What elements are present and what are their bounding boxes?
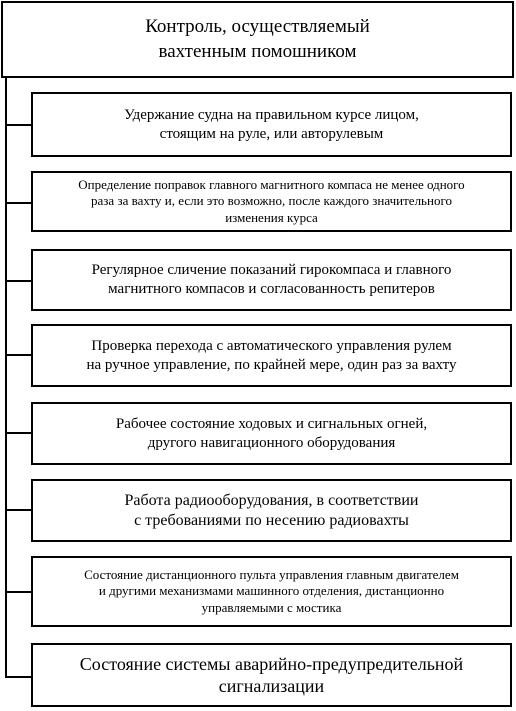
item-label: Удержание судна на правильном курсе лицом, стоящим на руле, или авторулевым — [124, 106, 419, 142]
item-label: Рабочее состояние ходовых и сигнальных огней, другого навигационного оборудования — [115, 415, 428, 451]
control-item-gyrocompass-comparison — [31, 249, 512, 311]
connector-branch-7 — [5, 591, 31, 593]
control-item-course-keeping — [31, 92, 512, 157]
connector-branch-4 — [5, 354, 31, 356]
control-item-steering-changeover — [31, 324, 512, 387]
item-label: Работа радиооборудования, в соответствии с требованиями по несению радиовахты — [124, 491, 419, 529]
item-label: Определение поправок главного магнитного компаса не менее одного раза за вахту и, если это возможно, после каждого значительного изменения курса — [78, 177, 465, 225]
control-item-alarm-system — [31, 643, 512, 707]
connector-branch-5 — [5, 432, 31, 434]
connector-branch-3 — [5, 280, 31, 282]
control-item-compass-corrections — [31, 171, 512, 232]
connector-trunk — [5, 78, 7, 678]
header-title: Контроль, осуществляемый вахтенным помошником — [145, 15, 370, 62]
control-item-navigation-lights — [31, 402, 512, 465]
connector-branch-2 — [5, 202, 31, 204]
control-item-engine-remote-control — [31, 556, 512, 627]
connector-branch-1 — [5, 124, 31, 126]
item-label: Состояние дистанционного пульта управления главным двигателем и другими механизмами машинного отделения, дистанционно управляемыми с мостика — [84, 567, 459, 615]
control-item-radio-equipment — [31, 479, 512, 542]
connector-branch-6 — [5, 509, 31, 511]
item-label: Проверка перехода с автоматического управления рулем на ручное управление, по крайней мере, один раз за вахту — [86, 337, 457, 373]
diagram-header — [1, 1, 514, 78]
item-label: Состояние системы аварийно-предупредительной сигнализации — [79, 653, 464, 696]
connector-branch-8 — [5, 676, 31, 678]
item-label: Регулярное сличение показаний гирокомпаса и главного магнитного компасов и согласованность репитеров — [91, 262, 452, 297]
